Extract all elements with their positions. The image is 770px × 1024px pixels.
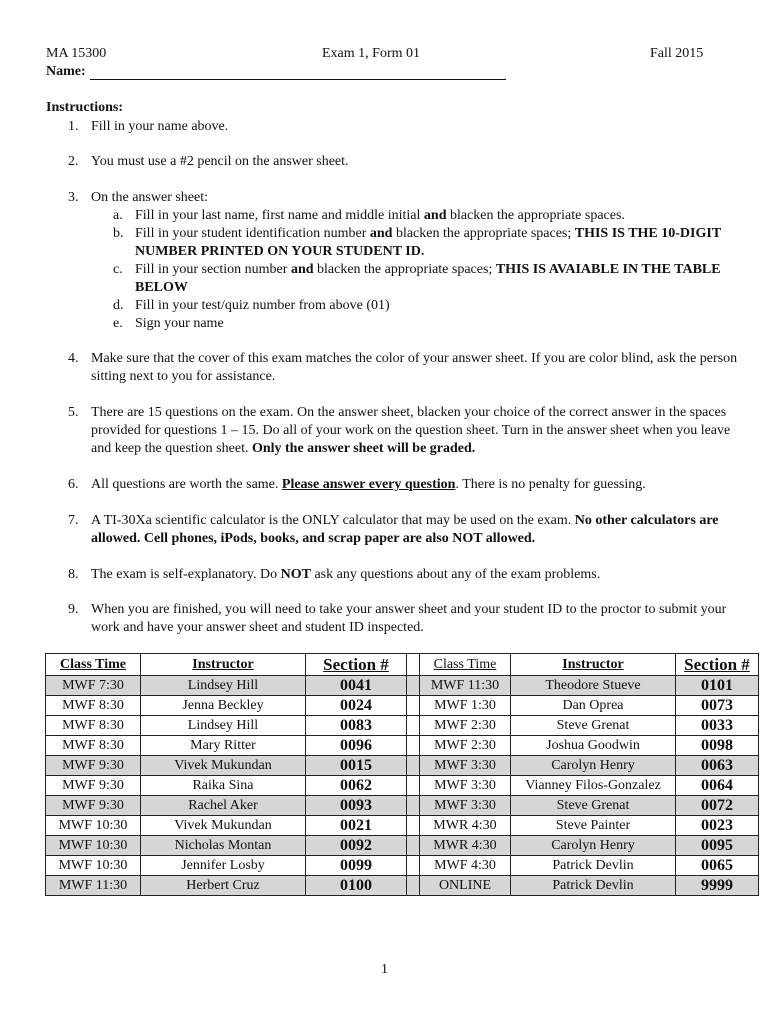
table-gap [407, 856, 420, 876]
table-row [46, 836, 759, 856]
instructor-cell: Jennifer Losby [141, 856, 306, 876]
sub-item: b. Fill in your student identification number and blacken the appropriate spaces; THIS IS THE 10-DIGIT NUMBER PRINTED ON YOUR STUDENT ID. [113, 226, 721, 259]
instruction-item: 5. There are 15 questions on the exam. On the answer sheet, blacken your choice of the correct answer in the spaces provided for questions 1 – 15. Do all of your work on the question sheet. Turn in the answer sheet when you leave and keep the question sheet. Only the answer sheet will be graded. [68, 405, 731, 456]
class-time-cell: MWF 10:30 [46, 856, 141, 876]
class-time-cell: MWR 4:30 [420, 816, 511, 836]
section-number-cell: 0062 [306, 776, 407, 796]
instructor-cell: Lindsey Hill [141, 716, 306, 736]
page-number: 1 [381, 962, 388, 977]
sub-item: a. Fill in your last name, first name and middle initial and blacken the appropriate spaces. [113, 208, 625, 223]
class-time-cell: MWF 11:30 [420, 676, 511, 696]
class-time-cell: MWF 3:30 [420, 756, 511, 776]
section-number-cell: 0065 [676, 856, 759, 876]
section-number-cell: 0100 [306, 876, 407, 896]
instructor-cell: Vivek Mukundan [141, 816, 306, 836]
section-number-cell: 0092 [306, 836, 407, 856]
class-time-cell: MWF 8:30 [46, 736, 141, 756]
table-gap [407, 716, 420, 736]
table-gap [407, 816, 420, 836]
section-number-cell: 9999 [676, 876, 759, 896]
instruction-item: 3. On the answer sheet: a. Fill in your last name, first name and middle initial and blacken the appropriate spaces. b. Fill in your student identification number and blacken the appropriate spaces; THIS IS THE 10-DIGIT NUMBER PRINTED ON YOUR STUDENT ID. c. Fill in your section number and blacken the appropriate spaces; THIS IS AVAIABLE IN THE TABLE BELOW d. Fill in your test/quiz number from above (01) e. Sign your name [68, 189, 738, 333]
class-time-cell: MWF 1:30 [420, 696, 511, 716]
table-row [46, 776, 759, 796]
table-gap [407, 736, 420, 756]
section-number-cell: 0093 [306, 796, 407, 816]
section-number-cell: 0063 [676, 756, 759, 776]
exam-title: Exam 1, Form 01 [322, 46, 420, 61]
instruction-item: 1. Fill in your name above. [68, 119, 229, 134]
table-row [46, 876, 759, 896]
class-time-cell: MWF 7:30 [46, 676, 141, 696]
instructor-cell: Theodore Stueve [511, 676, 676, 696]
table-gap [407, 776, 420, 796]
class-time-cell: MWR 4:30 [420, 836, 511, 856]
instructor-cell: Herbert Cruz [141, 876, 306, 896]
table-gap [407, 676, 420, 696]
column-header: Section # [676, 654, 759, 676]
sub-item: c. Fill in your section number and blacken the appropriate spaces; THIS IS AVAIABLE IN THE TABLE BELOW [113, 262, 721, 295]
table-row [46, 676, 759, 696]
section-number-cell: 0041 [306, 676, 407, 696]
class-time-cell: MWF 10:30 [46, 836, 141, 856]
section-number-cell: 0073 [676, 696, 759, 716]
table-row [46, 796, 759, 816]
instruction-item: 8. The exam is self-explanatory. Do NOT ask any questions about any of the exam problems. [68, 567, 601, 582]
instructor-cell: Patrick Devlin [511, 856, 676, 876]
table-row [46, 756, 759, 776]
instructor-cell: Carolyn Henry [511, 836, 676, 856]
instructor-cell: Steve Grenat [511, 716, 676, 736]
section-number-cell: 0023 [676, 816, 759, 836]
instructor-cell: Nicholas Montan [141, 836, 306, 856]
table-row [46, 856, 759, 876]
section-table [45, 653, 759, 896]
class-time-cell: MWF 11:30 [46, 876, 141, 896]
section-number-cell: 0096 [306, 736, 407, 756]
class-time-cell: MWF 3:30 [420, 796, 511, 816]
instructor-cell: Vivek Mukundan [141, 756, 306, 776]
instruction-item: 2. You must use a #2 pencil on the answer sheet. [68, 154, 349, 169]
column-header: Instructor [141, 654, 306, 676]
name-blank-line [90, 65, 506, 80]
table-gap [407, 696, 420, 716]
instructor-cell: Steve Grenat [511, 796, 676, 816]
class-time-cell: MWF 10:30 [46, 816, 141, 836]
column-header: Class Time [46, 654, 141, 676]
class-time-cell: ONLINE [420, 876, 511, 896]
instructor-cell: Rachel Aker [141, 796, 306, 816]
table-row [46, 816, 759, 836]
instructor-cell: Jenna Beckley [141, 696, 306, 716]
column-header: Section # [306, 654, 407, 676]
instruction-item: 7. A TI-30Xa scientific calculator is the ONLY calculator that may be used on the exam. No other calculators are allowed. Cell phones, iPods, books, and scrap paper are also NOT allowed. [68, 513, 719, 546]
section-number-cell: 0033 [676, 716, 759, 736]
section-number-cell: 0098 [676, 736, 759, 756]
instruction-item: 9. When you are finished, you will need to take your answer sheet and your student ID to the proctor to submit your work and have your answer sheet and student ID inspected. [68, 602, 727, 635]
class-time-cell: MWF 3:30 [420, 776, 511, 796]
class-time-cell: MWF 8:30 [46, 716, 141, 736]
section-number-cell: 0024 [306, 696, 407, 716]
section-number-cell: 0083 [306, 716, 407, 736]
sub-item: e. Sign your name [113, 316, 224, 331]
class-time-cell: MWF 9:30 [46, 796, 141, 816]
instructor-cell: Lindsey Hill [141, 676, 306, 696]
class-time-cell: MWF 9:30 [46, 776, 141, 796]
name-field [46, 64, 506, 80]
table-row [46, 716, 759, 736]
column-header: Class Time [420, 654, 511, 676]
instructor-cell: Mary Ritter [141, 736, 306, 756]
section-number-cell: 0064 [676, 776, 759, 796]
name-label: Name: [46, 64, 86, 79]
class-time-cell: MWF 2:30 [420, 716, 511, 736]
class-time-cell: MWF 9:30 [46, 756, 141, 776]
table-gap [407, 654, 420, 676]
instructor-cell: Carolyn Henry [511, 756, 676, 776]
sub-item: d. Fill in your test/quiz number from above (01) [113, 298, 390, 313]
column-header: Instructor [511, 654, 676, 676]
section-number-cell: 0099 [306, 856, 407, 876]
section-number-cell: 0015 [306, 756, 407, 776]
table-row [46, 696, 759, 716]
table-gap [407, 756, 420, 776]
instructor-cell: Dan Oprea [511, 696, 676, 716]
table-header-row [46, 654, 759, 676]
class-time-cell: MWF 8:30 [46, 696, 141, 716]
section-number-cell: 0021 [306, 816, 407, 836]
exam-term: Fall 2015 [650, 46, 704, 61]
class-time-cell: MWF 4:30 [420, 856, 511, 876]
section-number-cell: 0101 [676, 676, 759, 696]
class-time-cell: MWF 2:30 [420, 736, 511, 756]
table-gap [407, 836, 420, 856]
table-gap [407, 876, 420, 896]
section-number-cell: 0095 [676, 836, 759, 856]
instructor-cell: Patrick Devlin [511, 876, 676, 896]
instruction-item: 6. All questions are worth the same. Please answer every question. There is no penalty for guessing. [68, 477, 646, 492]
section-number-cell: 0072 [676, 796, 759, 816]
course-code: MA 15300 [46, 46, 107, 61]
instructor-cell: Vianney Filos-Gonzalez [511, 776, 676, 796]
instructions-title: Instructions: [46, 100, 124, 115]
instruction-item: 4. Make sure that the cover of this exam matches the color of your answer sheet. If you are color blind, ask the person sitting next to you for assistance. [68, 351, 738, 384]
table-row [46, 736, 759, 756]
table-gap [407, 796, 420, 816]
instructor-cell: Steve Painter [511, 816, 676, 836]
instructor-cell: Raika Sina [141, 776, 306, 796]
instructor-cell: Joshua Goodwin [511, 736, 676, 756]
